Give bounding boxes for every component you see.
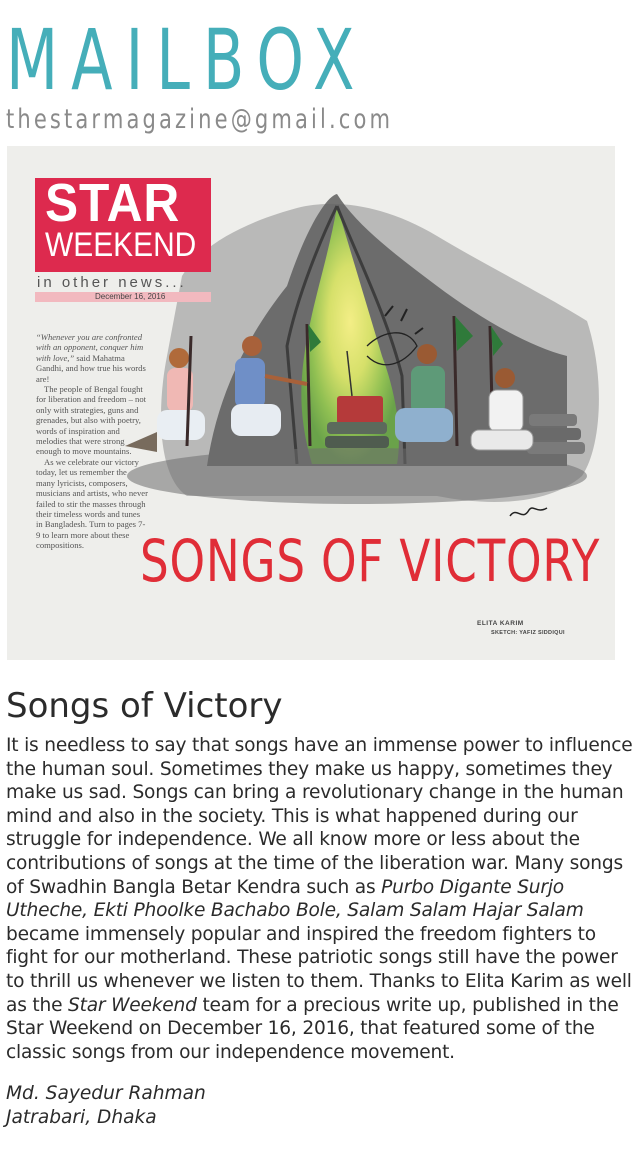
letter-body (6, 734, 636, 1064)
magazine-cover-image (7, 146, 615, 660)
logo-weekend-text: WEEKEND (45, 226, 197, 264)
cover-author: ELITA KARIM (477, 620, 524, 627)
logo-subtitle: in other news... (37, 274, 187, 291)
intro-paragraph-3: As we celebrate our victory today, let us remember the many lyricists, composers, musicians and artists, who never failed to stir the masses through their timeless words and tunes in Bangladesh. Turn to pages 7-9 to learn more about these compositions. (36, 456, 148, 551)
letter-body-part-3: team for a precious write up, published in the Star Weekend on December 16, 2016, that featured some of the classic songs from our independence movement. (6, 994, 619, 1063)
cover-intro-text (36, 332, 148, 551)
letter-title: Songs of Victory (6, 686, 283, 726)
intro-paragraph-2: The people of Bengal fought for liberation and freedom – not only with strategies, guns and grenades, but also with poetry, words of inspiration and melodies that were strong enough to move mountains. (36, 384, 147, 457)
signature-place: Jatrabari, Dhaka (6, 1107, 157, 1128)
publication-name: Star Weekend (68, 994, 197, 1016)
intro-quote-attribution: said Mahatma Gandhi, and how true his words are! (36, 352, 146, 384)
sketch-credit: SKETCH: YAFIZ SIDDIQUI (491, 630, 565, 636)
logo-star-text: STAR (45, 173, 181, 233)
intro-quote: “Whenever you are confronted with an opponent, conquer him with love,” (36, 332, 144, 363)
letter-body-part-2: became immensely popular and inspired the freedom fighters to fight for our motherland. These patriotic songs still have the power to thrill us whenever we listen to them. Thanks to Elita Karim as well as the (6, 923, 632, 1016)
letter-body-part-1: It is needless to say that songs have an immense power to influence the human soul. Sometimes they make us happy, sometimes they make us sad. Songs can bring a revolutionary change in the human mind and also in the society. This is what happened during our struggle for independence. We all know more or less about the contributions of songs at the time of the liberation war. Many songs of Swadhin Bangla Betar Kendra such as (6, 735, 633, 898)
mailbox-title: MAILBOX (6, 11, 368, 109)
cover-headline: SONGS OF VICTORY (140, 527, 601, 595)
contact-email[interactable]: thestarmagazine@gmail.com (6, 104, 394, 135)
signature-name: Md. Sayedur Rahman (6, 1083, 206, 1104)
song-titles: Purbo Digante Surjo Utheche, Ekti Phoolke Bachabo Bole, Salam Salam Hajar Salam (6, 876, 584, 922)
cover-date: December 16, 2016 (95, 292, 166, 301)
